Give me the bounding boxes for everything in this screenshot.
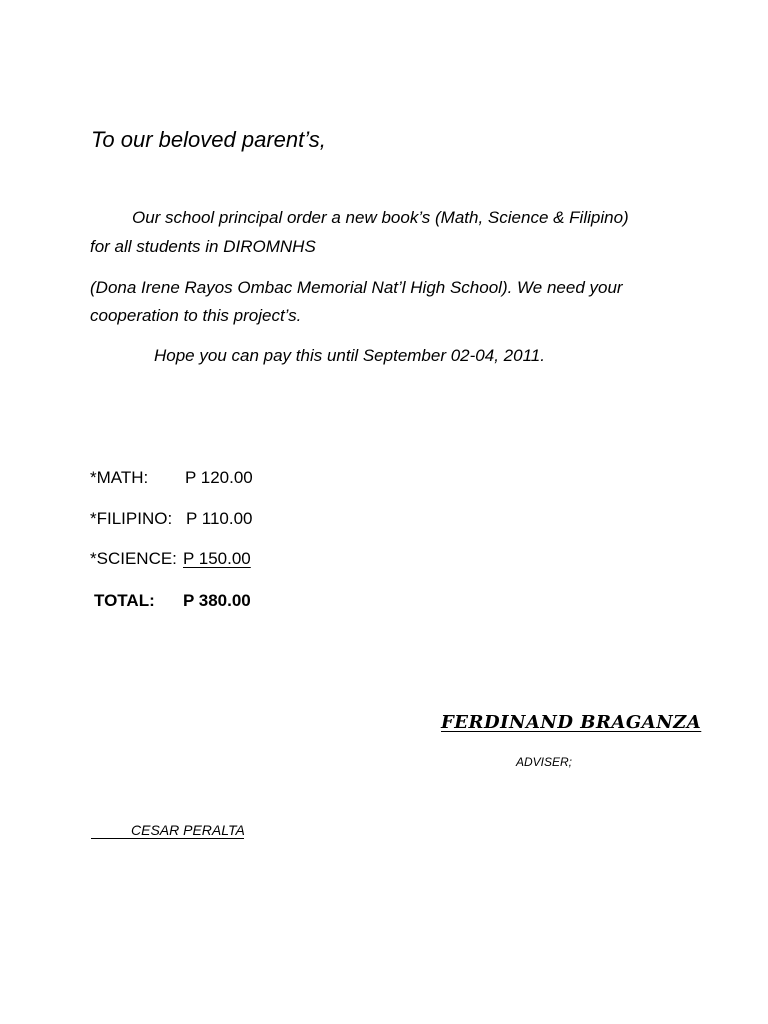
fee-label: *MATH: (90, 468, 149, 487)
fee-amount: P 150.00 (183, 549, 251, 568)
letter-greeting: To our beloved parent’s, (91, 127, 326, 152)
paragraph-line-4: cooperation to this project’s. (90, 306, 302, 325)
fee-label: *FILIPINO: (90, 509, 173, 528)
signatory-role: ADVISER; (516, 755, 573, 769)
total-label: TOTAL: (94, 591, 155, 610)
total-amount: P 380.00 (183, 591, 251, 610)
paragraph-line-5: Hope you can pay this until September 02-04, 2011. (154, 346, 545, 365)
fee-label: *SCIENCE: (90, 549, 177, 568)
paragraph-line-1: Our school principal order a new book’s (Math, Science & Filipino) (132, 208, 629, 227)
fee-amount: P 120.00 (185, 468, 253, 487)
second-signatory-name: CESAR PERALTA (131, 822, 245, 838)
signature-line (91, 838, 244, 839)
fee-amount: P 110.00 (186, 509, 253, 528)
paragraph-line-2: for all students in DIROMNHS (90, 237, 316, 256)
paragraph-line-3: (Dona Irene Rayos Ombac Memorial Nat’l High School). We need your (90, 278, 623, 297)
signatory-name: FERDINAND BRAGANZA (441, 712, 702, 733)
